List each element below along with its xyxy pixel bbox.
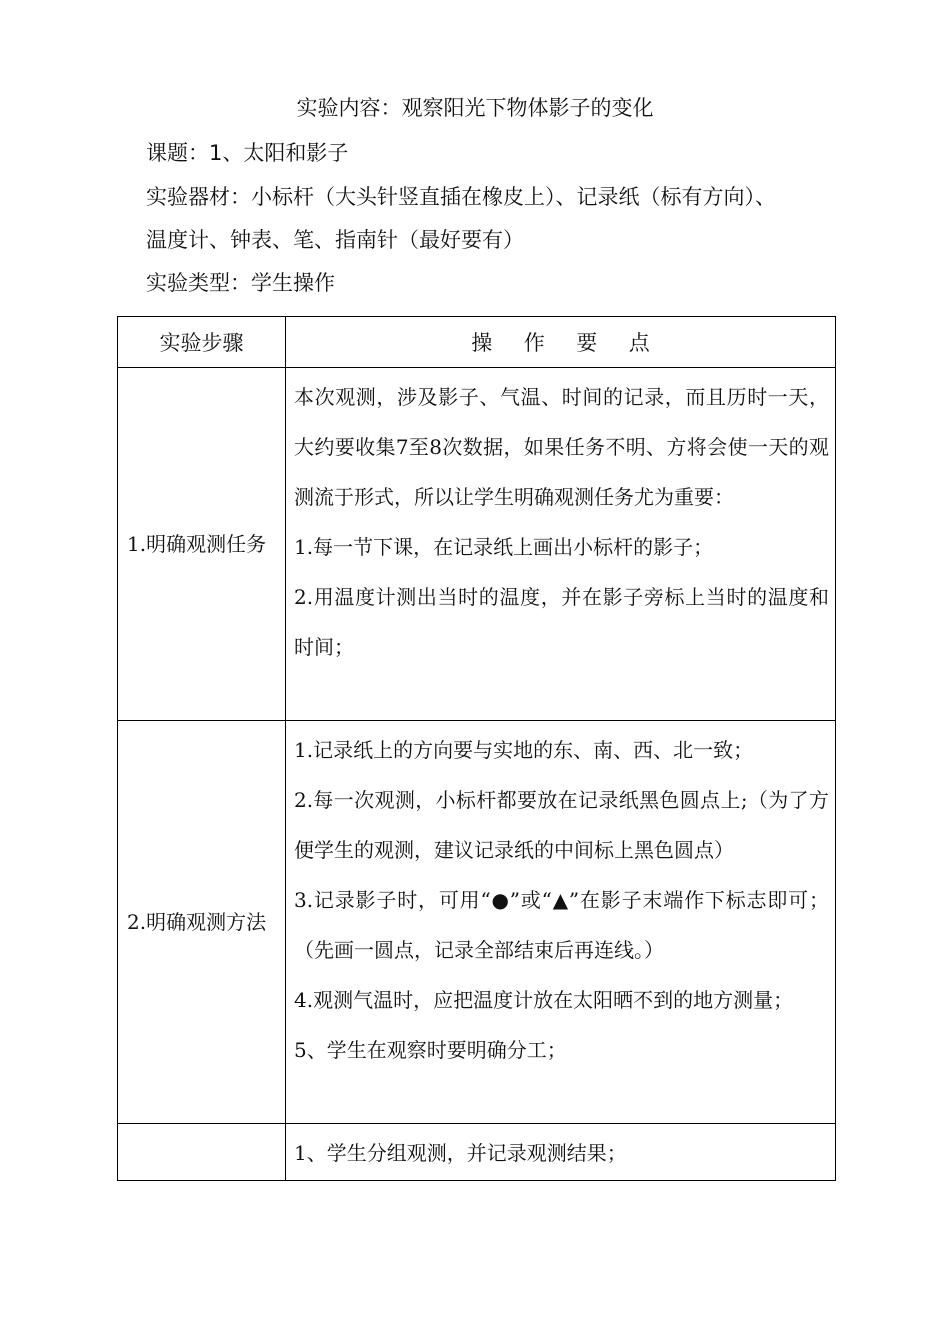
point-text: 1.每一节下课，在记录纸上画出小标杆的影子； [294,535,714,559]
table-row [118,1124,836,1181]
table-row [118,368,836,721]
step-cell: 1.明确观测任务 [118,368,286,721]
page-title: 实验内容：观察阳光下物体影子的变化 [296,96,654,120]
table-row [118,721,836,1124]
point-text: 1.记录纸上的方向要与实地的东、南、西、北一致； [294,738,754,762]
steps-table [117,316,836,1181]
table-header-row [118,317,836,368]
column-header-steps: 实验步骤 [118,317,286,368]
points-cell [286,721,836,1124]
points-cell [286,368,836,721]
point-text: 本次观测，涉及影子、气温、时间的记录，而且历时一天，大约要收集7至8次数据，如果任务不明、方将会使一天的观测流于形式，所以让学生明确观测任务尤为重要： [294,385,829,509]
experiment-type-line: 实验类型：学生操作 [146,271,335,295]
point-text: 5、学生在观察时要明确分工； [294,1038,567,1062]
topic-line: 课题：1、太阳和影子 [146,141,349,165]
equipment-line-2: 温度计、钟表、笔、指南针（最好要有） [146,228,524,252]
points-cell [286,1124,836,1181]
step-cell: 2.明确观测方法 [118,721,286,1124]
point-text: 2.用温度计测出当时的温度，并在影子旁标上当时的温度和时间； [294,585,829,659]
step-cell [118,1124,286,1181]
column-header-points: 操作要点 [286,317,836,368]
equipment-line-1: 实验器材：小标杆（大头针竖直插在橡皮上）、记录纸（标有方向）、 [146,185,776,209]
point-text: 4.观测气温时，应把温度计放在太阳晒不到的地方测量； [294,988,794,1012]
point-text: 1、学生分组观测，并记录观测结果； [294,1141,627,1165]
point-text: 3.记录影子时，可用“●”或“▲”在影子末端作下标志即可；（先画一圆点，记录全部结束后再连线。） [294,888,829,962]
point-text: 2.每一次观测，小标杆都要放在记录纸黑色圆点上;（为了方便学生的观测，建议记录纸的中间标上黑色圆点） [294,788,829,862]
